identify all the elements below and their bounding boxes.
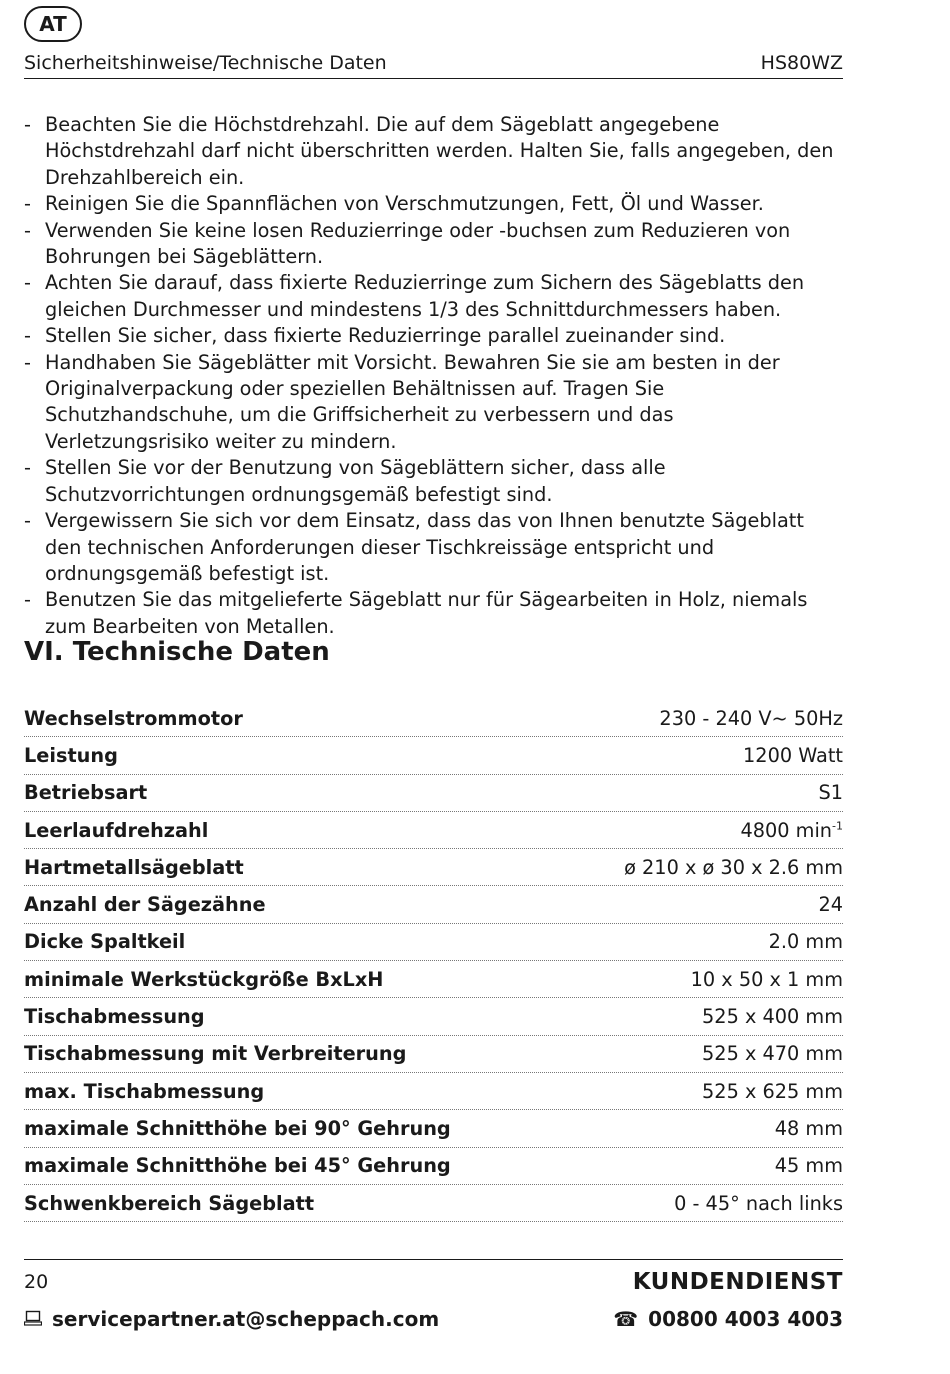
spec-label: Leerlaufdrehzahl xyxy=(24,818,209,842)
header-section-title: Sicherheitshinweise/Technische Daten xyxy=(24,52,387,74)
list-item: - Vergewissern Sie sich vor dem Einsatz, dass das von Ihnen benutzte Sägeblatt den technischen Anforderungen dieser Tischkreissäge entspricht und ordnungsgemäß befestigt ist. xyxy=(24,508,843,587)
table-row xyxy=(24,1073,843,1110)
phone-number[interactable]: 00800 4003 4003 xyxy=(648,1307,843,1331)
table-row xyxy=(24,1148,843,1185)
spec-label: Wechselstrommotor xyxy=(24,706,243,730)
spec-label: Leistung xyxy=(24,743,118,767)
spec-label: maximale Schnitthöhe bei 45° Gehrung xyxy=(24,1154,451,1178)
spec-value: 48 mm xyxy=(774,1116,843,1140)
list-item: - Stellen Sie sicher, dass fixierte Reduzierringe parallel zueinander sind. xyxy=(24,323,843,349)
spec-value: 24 xyxy=(818,893,843,917)
computer-icon xyxy=(24,1305,42,1333)
spec-value: 525 x 625 mm xyxy=(702,1079,843,1103)
spec-label: minimale Werkstückgröße BxLxH xyxy=(24,967,384,991)
footer-phone xyxy=(613,1305,843,1333)
list-item: - Achten Sie darauf, dass fixierte Reduzierringe zum Sichern des Sägeblatts den gleichen Durchmesser und mindestens 1/3 des Schnittdurchmessers haben. xyxy=(24,270,843,323)
table-row xyxy=(24,849,843,886)
spec-value: 525 x 400 mm xyxy=(702,1005,843,1029)
footer-divider xyxy=(24,1259,843,1260)
list-item: - Handhaben Sie Sägeblätter mit Vorsicht. Bewahren Sie sie am besten in der Originalverpackung oder speziellen Behältnissen auf. Tragen Sie Schutzhandschuhe, um die Griffsicherheit zu verbessern und das Verletzungsrisiko weiter zu mindern. xyxy=(24,350,843,456)
spec-value: 2.0 mm xyxy=(768,930,843,954)
spec-value: S1 xyxy=(818,781,843,805)
spec-value: 0 - 45° nach links xyxy=(674,1191,843,1215)
list-item: - Reinigen Sie die Spannflächen von Verschmutzungen, Fett, Öl und Wasser. xyxy=(24,191,843,217)
spec-label: Tischabmessung mit Verbreiterung xyxy=(24,1042,407,1066)
spec-value: 525 x 470 mm xyxy=(702,1042,843,1066)
spec-label: Schwenkbereich Sägeblatt xyxy=(24,1191,315,1215)
list-item: - Beachten Sie die Höchstdrehzahl. Die auf dem Sägeblatt angegebene Höchstdrehzahl darf nicht überschritten werden. Halten Sie, falls angegeben, den Drehzahlbereich ein. xyxy=(24,112,843,191)
table-row xyxy=(24,961,843,998)
spec-label: Tischabmessung xyxy=(24,1005,205,1029)
specs-heading: VI. Technische Daten xyxy=(24,637,330,667)
spec-label: Hartmetallsägeblatt xyxy=(24,855,244,879)
spec-label: Dicke Spaltkeil xyxy=(24,930,186,954)
page-number: 20 xyxy=(24,1271,49,1293)
list-item: - Stellen Sie vor der Benutzung von Sägeblättern sicher, dass alle Schutzvorrichtungen ordnungsgemäß befestigt sind. xyxy=(24,455,843,508)
spec-value: 45 mm xyxy=(774,1154,843,1178)
page-header xyxy=(24,50,843,79)
table-row xyxy=(24,1185,843,1222)
safety-notes-list xyxy=(24,112,843,640)
telephone-icon: ☎ xyxy=(613,1307,639,1331)
list-item: - Verwenden Sie keine losen Reduzierringe oder -buchsen zum Reduzieren von Bohrungen bei Sägeblättern. xyxy=(24,218,843,271)
table-row xyxy=(24,924,843,961)
table-row xyxy=(24,1110,843,1147)
footer-email xyxy=(24,1305,439,1333)
spec-value: ø 210 x ø 30 x 2.6 mm xyxy=(624,855,843,879)
spec-value: 1200 Watt xyxy=(743,743,843,767)
table-row xyxy=(24,998,843,1035)
spec-label: Anzahl der Sägezähne xyxy=(24,893,266,917)
table-row xyxy=(24,700,843,737)
table-row xyxy=(24,737,843,774)
spec-label: Betriebsart xyxy=(24,781,148,805)
spec-value: 230 - 240 V~ 50Hz xyxy=(659,706,843,730)
table-row xyxy=(24,1036,843,1073)
manual-page xyxy=(24,0,843,1374)
table-row xyxy=(24,775,843,812)
spec-label: max. Tischabmessung xyxy=(24,1079,265,1103)
customer-service-title: KUNDENDIENST xyxy=(632,1269,843,1295)
table-row xyxy=(24,812,843,849)
specs-table xyxy=(24,700,843,1222)
header-model: HS80WZ xyxy=(760,52,843,74)
table-row xyxy=(24,886,843,923)
list-item: - Benutzen Sie das mitgelieferte Sägeblatt nur für Sägearbeiten in Holz, niemals zum Bearbeiten von Metallen. xyxy=(24,587,843,640)
country-badge: AT xyxy=(24,6,82,42)
spec-value: 4800 min xyxy=(740,818,833,842)
spec-value: 10 x 50 x 1 mm xyxy=(690,967,843,991)
spec-label: maximale Schnitthöhe bei 90° Gehrung xyxy=(24,1116,451,1140)
spec-value-group xyxy=(740,819,843,842)
email-link[interactable]: servicepartner.at@scheppach.com xyxy=(52,1307,440,1331)
spec-value-exponent: -1 xyxy=(832,819,843,833)
